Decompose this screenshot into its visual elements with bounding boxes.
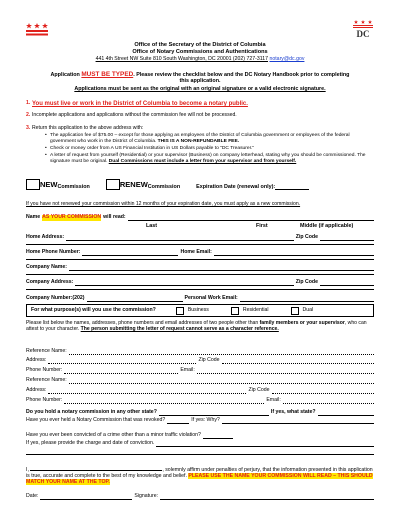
ref1-phone-input[interactable] <box>64 369 178 374</box>
dual-checkbox[interactable] <box>291 307 299 315</box>
new-label: NEW <box>40 180 58 190</box>
affirm-name-input[interactable] <box>30 466 162 471</box>
ref-intro-bold: family members or your supervisor <box>259 320 345 326</box>
must-be-typed: MUST BE TYPED <box>81 71 134 78</box>
home-email-input[interactable] <box>214 251 374 256</box>
affirmation <box>26 466 374 486</box>
name-input[interactable] <box>128 216 374 221</box>
dc-seal-logo <box>352 20 374 40</box>
home-phone-input[interactable] <box>82 251 178 256</box>
crime-input[interactable] <box>203 434 233 439</box>
crime-explain-row <box>26 441 374 447</box>
home-address-label: Home Address: <box>26 234 65 240</box>
ref2-phone-input[interactable] <box>64 399 264 404</box>
ref1-zip-label: Zip Code <box>198 357 220 363</box>
renew-suffix: Commission <box>147 183 181 190</box>
bullet-check-text: Check or money order from A US Financial Institution in US Dollars payable to "DC Treasurer." <box>50 146 255 151</box>
separator <box>26 259 374 260</box>
ref-intro-underline: The person submitting the letter of request cannot serve as a character reference. <box>80 325 279 332</box>
name-middle-label: Middle (if applicable) <box>300 223 354 229</box>
ref2-phone-label: Phone Number: <box>26 397 63 403</box>
renew-label: RENEW <box>119 180 148 190</box>
company-zip-label: Zip Code <box>295 279 318 285</box>
header-address <box>0 57 400 63</box>
separator <box>26 289 374 290</box>
expiration-input[interactable] <box>275 185 309 190</box>
item-1-number: 1. <box>26 100 31 106</box>
company-address-row <box>26 280 374 286</box>
name-row <box>26 215 374 221</box>
company-name-input[interactable] <box>69 266 374 271</box>
what-state-label: If yes, what state? <box>270 409 316 415</box>
references-intro <box>26 321 374 333</box>
ref-intro-pre: Please list below the names, addresses, phone numbers and email addresses of two people other than <box>26 320 260 326</box>
item-3-text: Return this application to the above address with: <box>32 125 144 131</box>
ref2-email-input[interactable] <box>283 399 374 404</box>
name-label-post: will read: <box>103 214 126 220</box>
ref1-address-label: Address: <box>26 357 47 363</box>
bullet-fee-text: The application fee of $75.00 – except for those applying as employees of the District of Columbia government or employees of the federal government who work in the District of Columbia. <box>50 133 350 144</box>
company-number-row <box>26 296 374 302</box>
company-number-label: Company Number:(202) <box>26 295 85 301</box>
date-input[interactable] <box>40 495 132 500</box>
other-state-row <box>26 410 374 416</box>
affirm-text: , solemnly affirm under penalties of perjury, that the information presented in this application is true, accurate and complete to the best of my knowledge and belief. <box>26 467 373 479</box>
item-2-text: Incomplete applications and applications without the commission fee will not be processed. <box>32 112 237 118</box>
bullet-fee <box>50 133 370 144</box>
ref1-phone-label: Phone Number: <box>26 367 63 373</box>
revoked-row <box>26 418 374 424</box>
bullet-fee-bold: THIS IS A NON-REFUNDABLE FEE. <box>157 138 240 144</box>
name-label-pre: Name <box>26 214 41 220</box>
personal-email-label: Personal Work Email: <box>184 295 238 301</box>
home-email-label: Home Email: <box>180 249 212 255</box>
header-line-2: Office of Notary Commissions and Authentications <box>132 49 268 55</box>
business-label: Business <box>187 306 209 313</box>
bullet-letter-text: A letter of request from yourself (Residential) or your supervisor (Business) on company letterhead, stating why you should be commissioned. The signature must be original. <box>50 153 366 164</box>
svg-text:DC: DC <box>356 29 370 39</box>
reference-1-name-row <box>26 349 374 355</box>
revoked-input[interactable] <box>167 419 189 424</box>
home-address-row <box>26 235 374 241</box>
affirm-highlight: PLEASE USE THE NAME YOUR COMMISSION WILL READ – THIS SHOULD MATCH YOUR NAME AT THE TOP. <box>26 472 373 485</box>
home-zip-label: Zip Code <box>295 234 318 240</box>
revoked-why-label: If yes: Why? <box>191 417 220 423</box>
reference-1-address-row <box>26 358 374 364</box>
commission-row <box>26 179 309 190</box>
revoked-why-input[interactable] <box>222 419 374 424</box>
intro-paragraph <box>50 71 350 85</box>
home-phone-row <box>26 250 374 256</box>
crime-row <box>26 433 374 439</box>
ref1-address-input[interactable] <box>48 359 196 364</box>
name-first-label: First <box>256 223 268 229</box>
ref1-name-label: Reference Name: <box>26 348 67 354</box>
separator <box>26 274 374 275</box>
affirm-pre: I, <box>26 467 31 473</box>
dual-label: Dual <box>302 306 314 313</box>
dc-flag-logo <box>26 22 48 36</box>
ref1-email-input[interactable] <box>197 369 374 374</box>
bullet-letter-bold: Dual Commissions must include a letter from your supervisor and from yourself. <box>108 158 297 164</box>
crime-explain-input[interactable] <box>156 442 374 447</box>
crime-label: Have you ever been convicted of a crime other than a minor traffic violation? <box>26 432 201 438</box>
ref2-address-input[interactable] <box>48 389 246 394</box>
header-line-1: Office of the Secretary of the District of Columbia <box>134 42 266 48</box>
residential-label: Residential <box>242 306 269 313</box>
name-label-highlight: AS YOUR COMMISSION <box>42 214 102 220</box>
email-link[interactable]: notary@dc.gov <box>269 56 305 62</box>
date-label: Date: <box>26 493 39 499</box>
intro-pre: Application <box>50 72 82 78</box>
purpose-label: For what purpose(s) will you use the commission? <box>31 306 156 313</box>
company-name-row <box>26 265 374 271</box>
business-checkbox[interactable] <box>176 307 184 315</box>
new-suffix: Commission <box>57 183 90 190</box>
name-last-label: Last <box>146 223 158 229</box>
separator <box>26 244 374 245</box>
item-2-number: 2. <box>26 112 31 118</box>
company-address-label: Company Address: <box>26 279 74 285</box>
company-number-input[interactable] <box>87 297 183 302</box>
residential-checkbox[interactable] <box>231 307 239 315</box>
address-text: 441 4th Street NW Suite 810 South Washington, DC 20001 (202) 727-3117 <box>95 56 269 62</box>
ref2-zip-input[interactable] <box>272 389 374 394</box>
revoked-label: Have you ever held a Notary Commission that was revoked? <box>26 417 166 423</box>
item-3-number: 3. <box>26 125 31 131</box>
signature-row <box>26 494 374 500</box>
dc-seal-icon <box>352 20 374 40</box>
ref1-zip-input[interactable] <box>222 359 374 364</box>
intro-post: . Please review the checklist below and the DC Notary Handbook prior to completing this application. <box>133 72 350 85</box>
bullet-check <box>50 146 370 152</box>
purpose-box <box>26 304 374 317</box>
signature-input[interactable] <box>160 495 374 500</box>
reference-2-phone-row <box>26 398 374 404</box>
item-1-text: You must live or work in the District of Columbia to become a notary public. <box>32 101 248 107</box>
expiration-label: Expiration Date (renewal only): <box>196 183 276 190</box>
ref1-name-input[interactable] <box>69 350 374 355</box>
ref-intro-mid: , who can attest to your character. <box>26 320 367 332</box>
ref2-zip-label: Zip Code <box>248 387 270 393</box>
crime-explain-label: If yes, please provide the charge and date of conviction. <box>26 440 155 446</box>
home-zip-input[interactable] <box>320 236 374 241</box>
other-state-label: Do you hold a notary commission in any other state? <box>26 409 157 415</box>
what-state-input[interactable] <box>318 411 374 416</box>
company-zip-input[interactable] <box>320 281 374 286</box>
personal-email-input[interactable] <box>240 297 374 302</box>
renew-note: If you have not renewed your commission within 12 months of your expiration date, you must apply as a new commission. <box>26 201 301 207</box>
other-state-input[interactable] <box>159 411 269 416</box>
new-commission-checkbox[interactable] <box>26 179 40 190</box>
separator <box>26 454 374 455</box>
reference-1-phone-row <box>26 368 374 374</box>
ref1-email-label: Email: <box>180 367 195 373</box>
ref2-email-label: Email: <box>266 397 281 403</box>
dc-flag-icon <box>26 22 48 36</box>
renew-commission-checkbox[interactable] <box>106 179 120 190</box>
ref2-name-input[interactable] <box>69 379 374 384</box>
bullet-letter <box>50 153 370 164</box>
home-address-input[interactable] <box>66 236 294 241</box>
home-phone-label: Home Phone Number: <box>26 249 81 255</box>
signature-label: Signature: <box>134 493 159 499</box>
reference-2-address-row <box>26 388 374 394</box>
ref2-address-label: Address: <box>26 387 47 393</box>
company-name-label: Company Name: <box>26 264 67 270</box>
company-address-input[interactable] <box>75 281 293 286</box>
intro-original: Applications must be sent as the original with an original signature or a valid electronic signature. <box>74 86 326 92</box>
reference-2-name-row <box>26 378 374 384</box>
ref2-name-label: Reference Name: <box>26 377 67 383</box>
